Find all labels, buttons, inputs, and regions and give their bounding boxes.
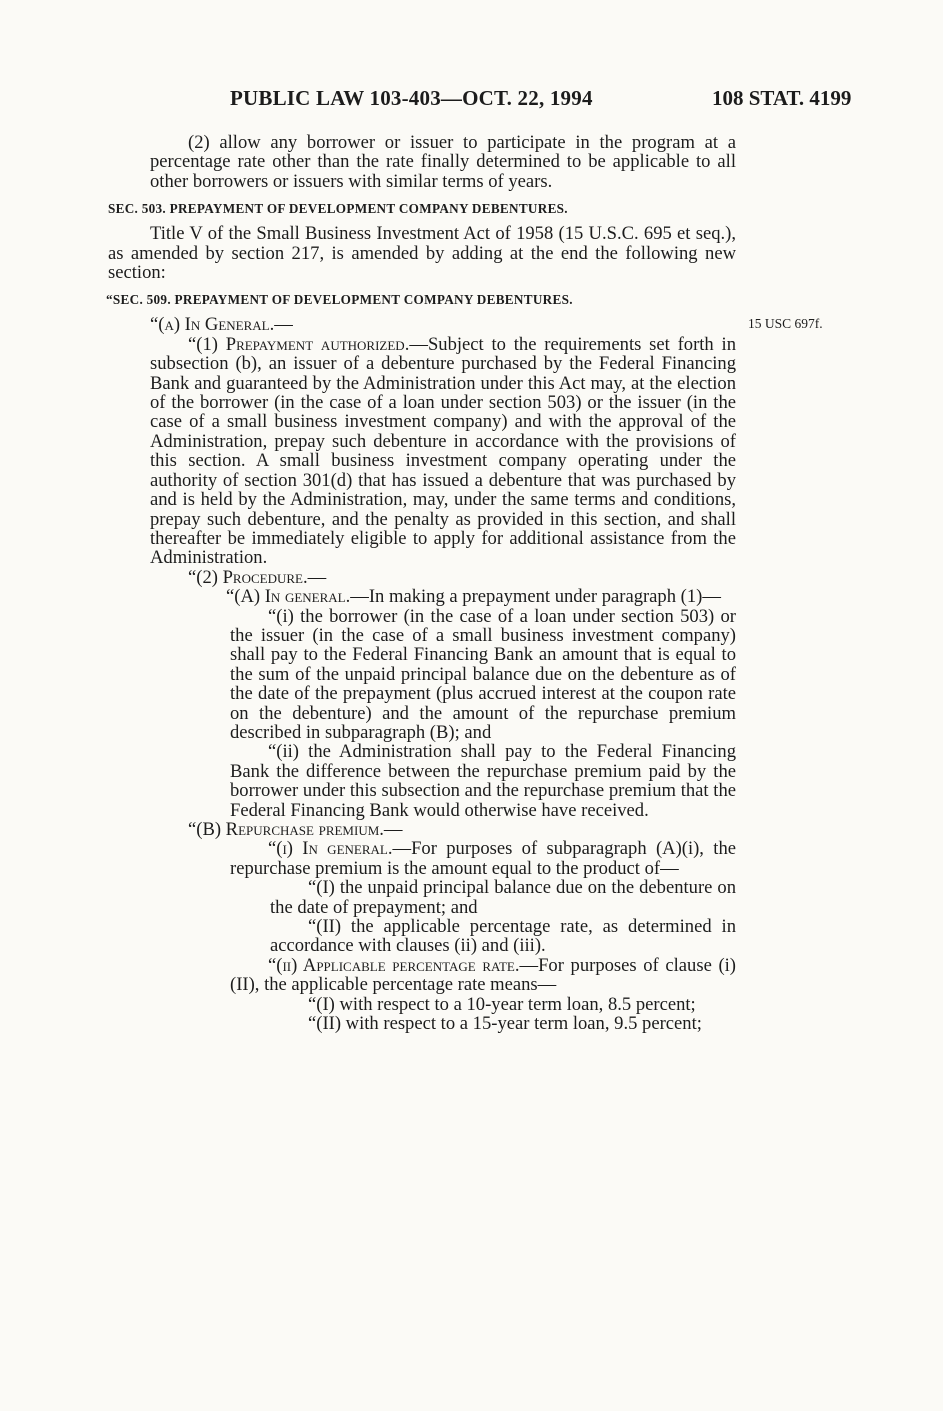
- paragraph-a2-heading: “(2) Procedure.—: [188, 566, 327, 588]
- title-v-amendment: Title V of the Small Business Investment Act of 1958 (15 U.S.C. 695 et seq.), as amended by section 217, is amended by adding at the end the following new section:: [108, 223, 736, 284]
- subclause-a2BiiII: “(II) with respect to a 15-year term loan, 9.5 percent;: [308, 1013, 702, 1035]
- clause-a2Bii: [108, 956, 736, 995]
- subclause-a2BiI: “(I) the unpaid principal balance due on the debenture on the date of prepayment; and: [270, 877, 736, 918]
- subparagraph-a2A-text: In making a prepayment under paragraph (1)—: [368, 586, 721, 608]
- subparagraph-a2B-heading: “(B) Repurchase premium.—: [188, 819, 403, 840]
- subparagraph-a2A: [108, 587, 736, 606]
- paragraph-a1-text: Subject to the requirements set forth in subsection (b), an issuer of a debenture purchased by the Federal Financing Bank and guaranteed by the Administration under this Act may, at the election of the borrower (in the case of a loan under section 503) or the issuer (in the case of a small business investment company) and with the approval of the Administration, prepay such debenture in accordance with the provisions of this section. A small business investment company operating under the authority of section 301(d) that has issued a debenture that was purchased by and is held by the Administration, may, under the same terms and conditions, prepay such debenture, and the penalty as provided in this section, and shall thereafter be immediately eligible to apply for additional assistance from the Administration.: [150, 333, 736, 569]
- running-header-title: PUBLIC LAW 103-403—OCT. 22, 1994: [230, 86, 593, 110]
- running-header-page-number: 108 STAT. 4199: [712, 86, 852, 110]
- clause-a2Bi: [108, 839, 736, 878]
- subclause-a2BiII: “(II) the applicable percentage rate, as determined in accordance with clauses (ii) and (iii).: [270, 916, 736, 957]
- section-503-heading: SEC. 503. PREPAYMENT OF DEVELOPMENT COMPANY DEBENTURES.: [108, 201, 568, 217]
- clause-a2Bii-text: For purposes of clause (i)(II), the applicable percentage rate means—: [230, 954, 736, 996]
- clause-a2Aii: “(ii) the Administration shall pay to the Federal Financing Bank the difference between the repurchase premium paid by the borrower under this subsection and the repurchase premium that the Federal Financing Bank would otherwise have received.: [230, 741, 736, 821]
- section-509-heading: “SEC. 509. PREPAYMENT OF DEVELOPMENT COMPANY DEBENTURES.: [106, 292, 573, 308]
- document-body: [108, 133, 736, 1033]
- clause-a2Bii-label: “(ii) Applicable percentage rate.—: [268, 954, 539, 976]
- clause-a2Bi-label: “(i) In general.—: [268, 838, 412, 860]
- clause-a2Ai: “(i) the borrower (in the case of a loan under section 503) or the issuer (in the case of a small business investment company) shall pay to the Federal Financing Bank an amount that is equal to the sum of the unpaid principal balance due on the debenture as of the date of the prepayment (plus accrued interest at the coupon rate on the debenture) and the amount of the repurchase premium described in subparagraph (B); and: [230, 605, 736, 743]
- paragraph-a1: [108, 335, 736, 568]
- subparagraph-a2A-label: “(A) In general.—: [226, 586, 369, 608]
- paragraph-a1-label: “(1) Prepayment authorized.—: [188, 333, 428, 355]
- subclause-a2BiiI: “(I) with respect to a 10-year term loan, 8.5 percent;: [308, 993, 696, 1015]
- paragraph-2-allow: (2) allow any borrower or issuer to participate in the program at a percentage rate other than the rate finally determined to be applicable to all other borrowers or issuers with similar terms of years.: [150, 132, 736, 192]
- subsection-a-heading: “(a) In General.—: [150, 314, 293, 336]
- margin-citation: 15 USC 697f.: [748, 316, 823, 331]
- clause-a2Bi-text: For purposes of subparagraph (A)(i), the repurchase premium is the amount equal to the product of—: [230, 838, 736, 879]
